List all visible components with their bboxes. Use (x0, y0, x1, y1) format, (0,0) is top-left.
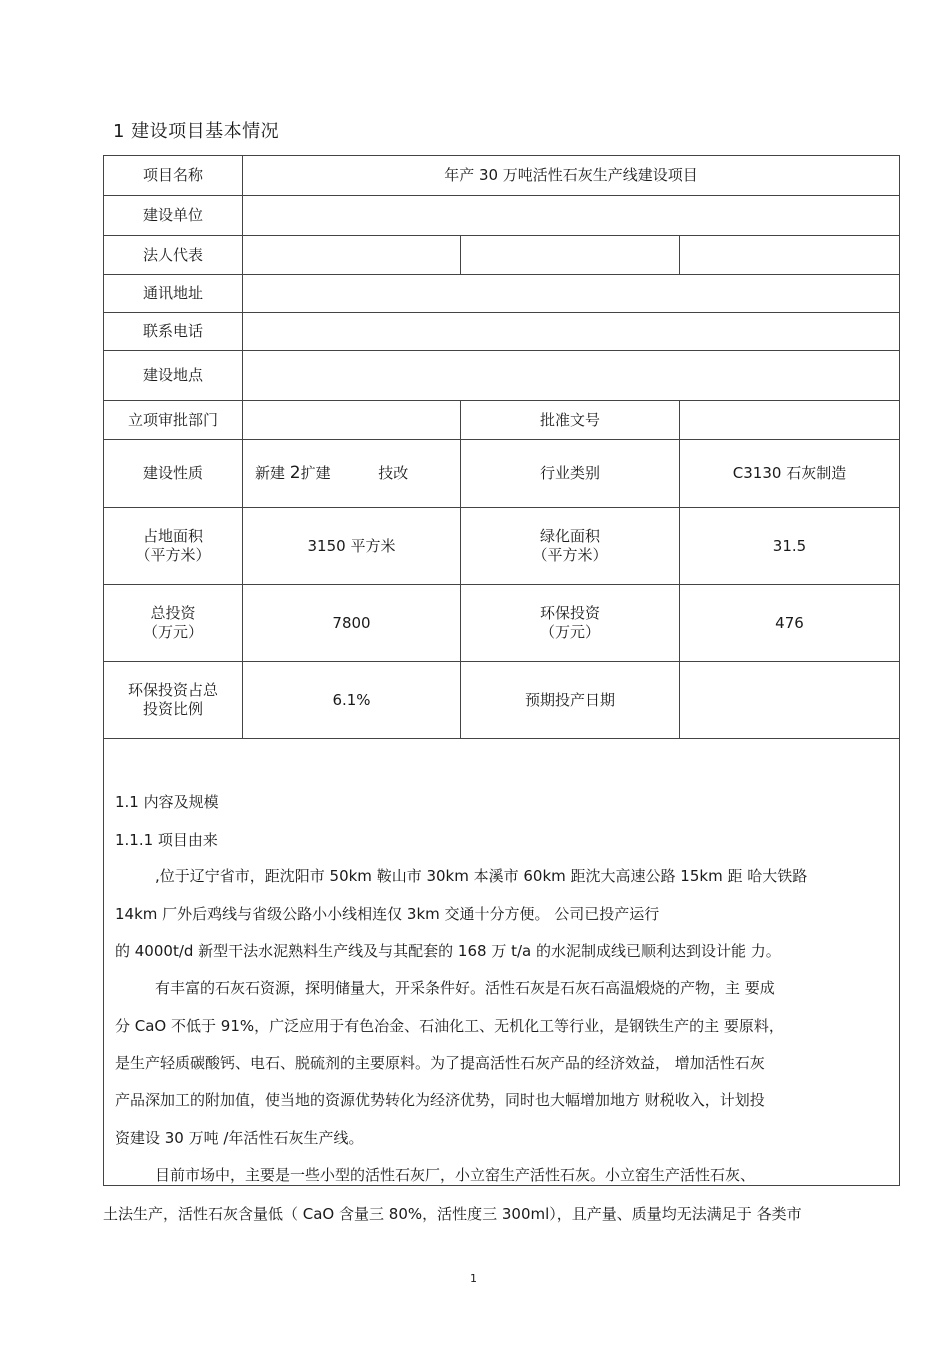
para2-line2: 分 CaO 不低于 91%，广泛应用于有色冶金、石油化工、无机化工等行业，是钢铁生产的主 要原料， (115, 1017, 784, 1035)
ratio-label-line1: 环保投资占总 (127, 681, 218, 700)
section-title: 1 建设项目基本情况 (113, 121, 280, 142)
para1-line1: ,位于辽宁省市，距沈阳市 50km 鞍山市 30km 本溪市 60km 距沈大高速公路 15km 距 哈大铁路 (155, 867, 808, 885)
row-project-name (104, 156, 900, 196)
env-invest-value: 476 (680, 585, 900, 662)
legal-rep-label: 法人代表 (104, 236, 243, 275)
approval-no-value (680, 401, 900, 440)
nature-expand: 扩建 (300, 463, 331, 482)
project-name-value: 年产 30 万吨活性石灰生产线建设项目 (243, 156, 900, 196)
invest-label (104, 585, 243, 662)
content-box (103, 738, 900, 1186)
green-value: 31.5 (680, 508, 900, 585)
unit-value (243, 196, 900, 236)
row-area (104, 508, 900, 585)
para1-line3: 的 4000t/d 新型干法水泥熟料生产线及与其配套的 168 万 t/a 的水泥制成线已顺利达到设计能 力。 (115, 942, 781, 960)
para2-line1: 有丰富的石灰石资源，探明储量大，开采条件好。活性石灰是石灰石高温煅烧的产物，主 要成 (155, 979, 775, 997)
invest-label-line2: （万元） (142, 623, 203, 641)
env-invest-label-line1: 环保投资 (539, 604, 600, 623)
address-value (243, 275, 900, 313)
ratio-label (104, 662, 243, 739)
page-number: 1 (470, 1272, 477, 1285)
site-value (243, 351, 900, 401)
row-invest (104, 585, 900, 662)
row-approval (104, 401, 900, 440)
green-label (461, 508, 680, 585)
legal-rep-extra-2 (680, 236, 900, 275)
legal-rep-value (243, 236, 461, 275)
env-invest-label-line2: （万元） (539, 623, 600, 641)
date-value (680, 662, 900, 739)
env-invest-label (461, 585, 680, 662)
phone-label: 联系电话 (104, 313, 243, 351)
row-nature (104, 440, 900, 508)
nature-label: 建设性质 (104, 440, 243, 508)
green-label-line1: 绿化面积 (539, 527, 600, 546)
nature-value (243, 440, 461, 508)
heading-1-1: 1.1 内容及规模 (115, 793, 219, 811)
approval-dept-value (243, 401, 461, 440)
area-label-line1: 占地面积 (142, 527, 203, 546)
phone-value (243, 313, 900, 351)
address-label: 通讯地址 (104, 275, 243, 313)
date-label: 预期投产日期 (461, 662, 680, 739)
area-value: 3150 平方米 (243, 508, 461, 585)
row-legal-rep (104, 236, 900, 275)
green-label-line2: （平方米） (532, 546, 608, 564)
site-label: 建设地点 (104, 351, 243, 401)
legal-rep-extra-1 (461, 236, 680, 275)
nature-tech: 技改 (378, 463, 409, 482)
unit-label: 建设单位 (104, 196, 243, 236)
row-site (104, 351, 900, 401)
ratio-label-line2: 投资比例 (142, 700, 203, 718)
para2-line5: 资建设 30 万吨 /年活性石灰生产线。 (115, 1129, 364, 1147)
industry-label: 行业类别 (461, 440, 680, 508)
para2-line3: 是生产轻质碳酸钙、电石、脱硫剂的主要原料。为了提高活性石灰产品的经济效益， 增加活性石灰 (115, 1054, 765, 1072)
invest-value: 7800 (243, 585, 461, 662)
nature-number: 2 (289, 462, 301, 483)
nature-new: 新建 (255, 463, 286, 482)
area-label-line2: （平方米） (135, 546, 211, 564)
para3-line2: 土法生产，活性石灰含量低（ CaO 含量三 80%，活性度三 300ml），且产量、质量均无法满足于 各类市 (103, 1205, 802, 1223)
invest-label-line1: 总投资 (150, 604, 196, 623)
row-address (104, 275, 900, 313)
row-phone (104, 313, 900, 351)
heading-1-1-1: 1.1.1 项目由来 (115, 831, 218, 849)
project-name-label: 项目名称 (104, 156, 243, 196)
project-info-table (103, 155, 900, 739)
row-ratio (104, 662, 900, 739)
approval-no-label: 批准文号 (461, 401, 680, 440)
para1-line2: 14km 厂外后鸡线与省级公路小小线相连仅 3km 交通十分方便。 公司已投产运行 (115, 905, 660, 923)
area-label (104, 508, 243, 585)
para3-line1: 目前市场中，主要是一些小型的活性石灰厂，小立窑生产活性石灰。小立窑生产活性石灰、 (155, 1166, 756, 1184)
ratio-value: 6.1% (243, 662, 461, 739)
industry-value: C3130 石灰制造 (680, 440, 900, 508)
row-unit (104, 196, 900, 236)
para2-line4: 产品深加工的附加值，使当地的资源优势转化为经济优势，同时也大幅增加地方 财税收入，计划投 (115, 1091, 765, 1109)
approval-dept-label: 立项审批部门 (104, 401, 243, 440)
